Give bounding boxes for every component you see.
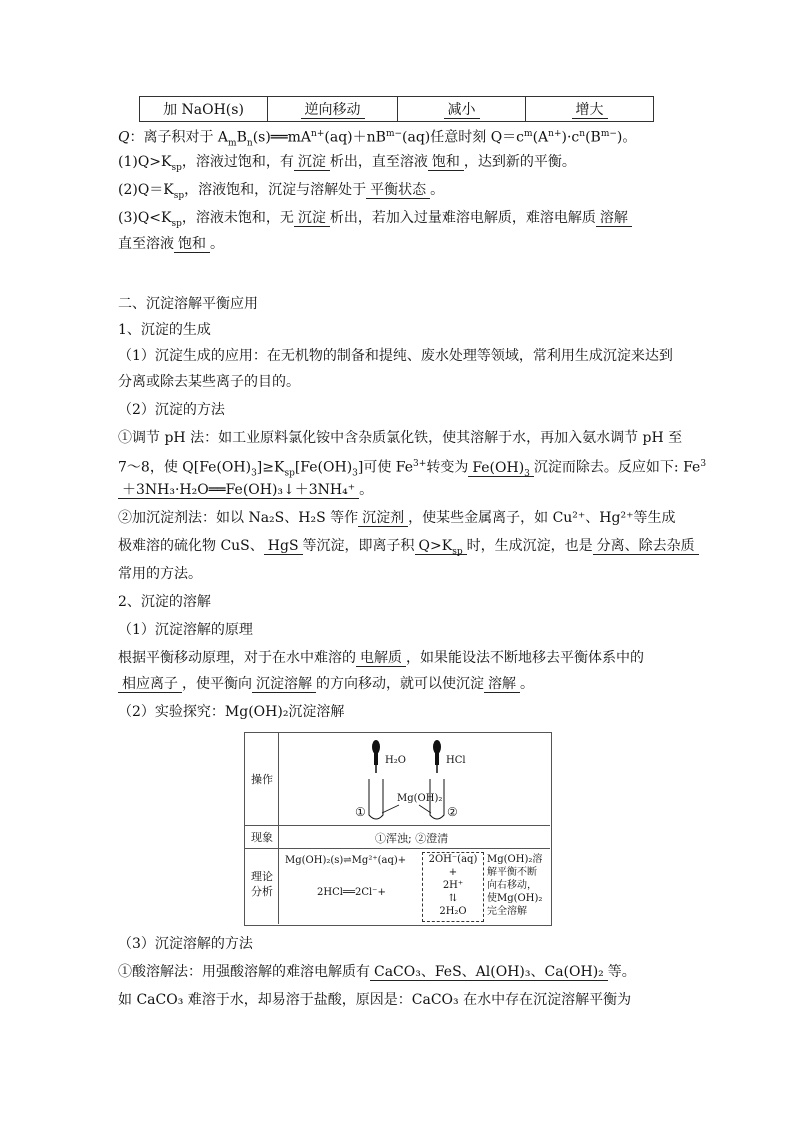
theory-content: Mg(OH)₂(s)⇌Mg²⁺(aq)+ 2HCl══2Cl⁻+ 2OH⁻(aq) + 2H⁺ ⇅ 2H₂O Mg(OH)₂溶 解平衡不断 向右移动， 使Mg(OH)₂ 完全溶解 [279, 849, 550, 924]
test-tubes-icon [279, 733, 550, 825]
op-label: 操作 [251, 773, 273, 786]
paragraph: ②加沉淀剂法：如以 Na₂S、H₂S 等作 沉淀剂 ，使某些金属离子，如 Cu²⁺、Hg²⁺等生成 [118, 510, 676, 526]
table-row [140, 97, 654, 122]
paragraph: 如 CaCO₃ 难溶于水，却易溶于盐酸，原因是：CaCO₃ 在水中存在沉淀溶解平衡为 [118, 992, 632, 1008]
apparatus: H₂O HCl Mg(OH)₂ ① ② [279, 733, 550, 826]
table-cell: 加 NaOH(s) [140, 97, 268, 122]
paragraph: （1）沉淀生成的应用：在无机物的制备和提纯、废水处理等领域，常利用生成沉淀来达到 [118, 348, 673, 364]
experiment-table [244, 732, 552, 926]
phenomenon-label: 现象 [251, 831, 273, 844]
phenomenon-value: ①浑浊; ②澄清 [375, 832, 449, 845]
paragraph: 极难溶的硫化物 CuS、 HgS 等沉淀，即离子积 $Q>K_{sp}$ 时，生成沉淀，也是 分离、除去杂质 [118, 536, 699, 562]
case-2: $(2)Q=K_{sp}$，溶液饱和，沉淀与溶解处于 平衡状态 。 [118, 182, 445, 201]
sub-heading: 1、沉淀的生成 [118, 322, 211, 338]
case-1: $(1)Q>K_{sp}$，溶液过饱和，有 沉淀 析出，直至溶液 饱和 ，达到新的平衡。 [118, 154, 576, 173]
paragraph: 7～8，使 $Q[Fe(OH)_3]\ge K_{sp}[Fe(OH)_3]$可使 $Fe^{3+}$转变为 $Fe(OH)_3$ 沉淀而除去。反应如下: Fe$^3$ [118, 459, 707, 479]
theory-label: 理论分析 [251, 870, 273, 898]
paragraph: 根据平衡移动原理，对于在水中难溶的 电解质 ，如果能设法不断地移去平衡体系中的 [118, 650, 644, 666]
table-cell: 减小 [398, 97, 526, 122]
paragraph: ＋3NH₃·H₂O══Fe(OH)₃↓＋3NH₄⁺ 。 [118, 480, 373, 500]
sub-heading: （3）沉淀溶解的方法 [118, 936, 253, 952]
paragraph: 分离或除去某些离子的目的。 [118, 374, 300, 390]
paragraph: 相应离子 ，使平衡向 沉淀溶解 的方向移动，就可以使沉淀 溶解 。 [118, 674, 534, 694]
sub-heading: （2）实验探究：Mg(OH)₂沉淀溶解 [118, 704, 345, 720]
table-cell: 增大 [526, 97, 654, 122]
section-heading: 二、沉淀溶解平衡应用 [118, 296, 258, 312]
effect-table [139, 96, 654, 122]
paragraph: ①调节 pH 法：如工业原料氯化铵中含杂质氯化铁，使其溶解于水，再加入氨水调节 pH 至 [118, 430, 683, 446]
reaction-box: 2OH⁻(aq) + 2H⁺ ⇅ 2H₂O [422, 852, 484, 922]
sub-heading: （1）沉淀溶解的原理 [118, 622, 253, 638]
paragraph: 常用的方法。 [118, 566, 202, 582]
theory-note: Mg(OH)₂溶 解平衡不断 向右移动， 使Mg(OH)₂ 完全溶解 [487, 854, 543, 917]
sub-heading: 2、沉淀的溶解 [118, 594, 211, 610]
table-cell: 逆向移动 [268, 97, 398, 122]
sub-heading: （2）沉淀的方法 [118, 402, 225, 418]
case-3-cont: 直至溶液 饱和 。 [118, 236, 224, 252]
paragraph: ①酸溶解法：用强酸溶解的难溶电解质有 CaCO₃、FeS、Al(OH)₃、Ca(OH)₂ 等。 [118, 964, 636, 980]
q-definition: Q：离子积对于 $A_mB_n(s)══mA^{n+}(aq)+nB^{m-}(aq)$任意时刻 $Q=c^m(A^{n+})\cdot c^n(B^{m-})$。 [118, 129, 637, 149]
case-3: $(3)Q<K_{sp}$，溶液未饱和，无 沉淀 析出，若加入过量难溶电解质，难溶电解质 溶解 [118, 208, 632, 234]
